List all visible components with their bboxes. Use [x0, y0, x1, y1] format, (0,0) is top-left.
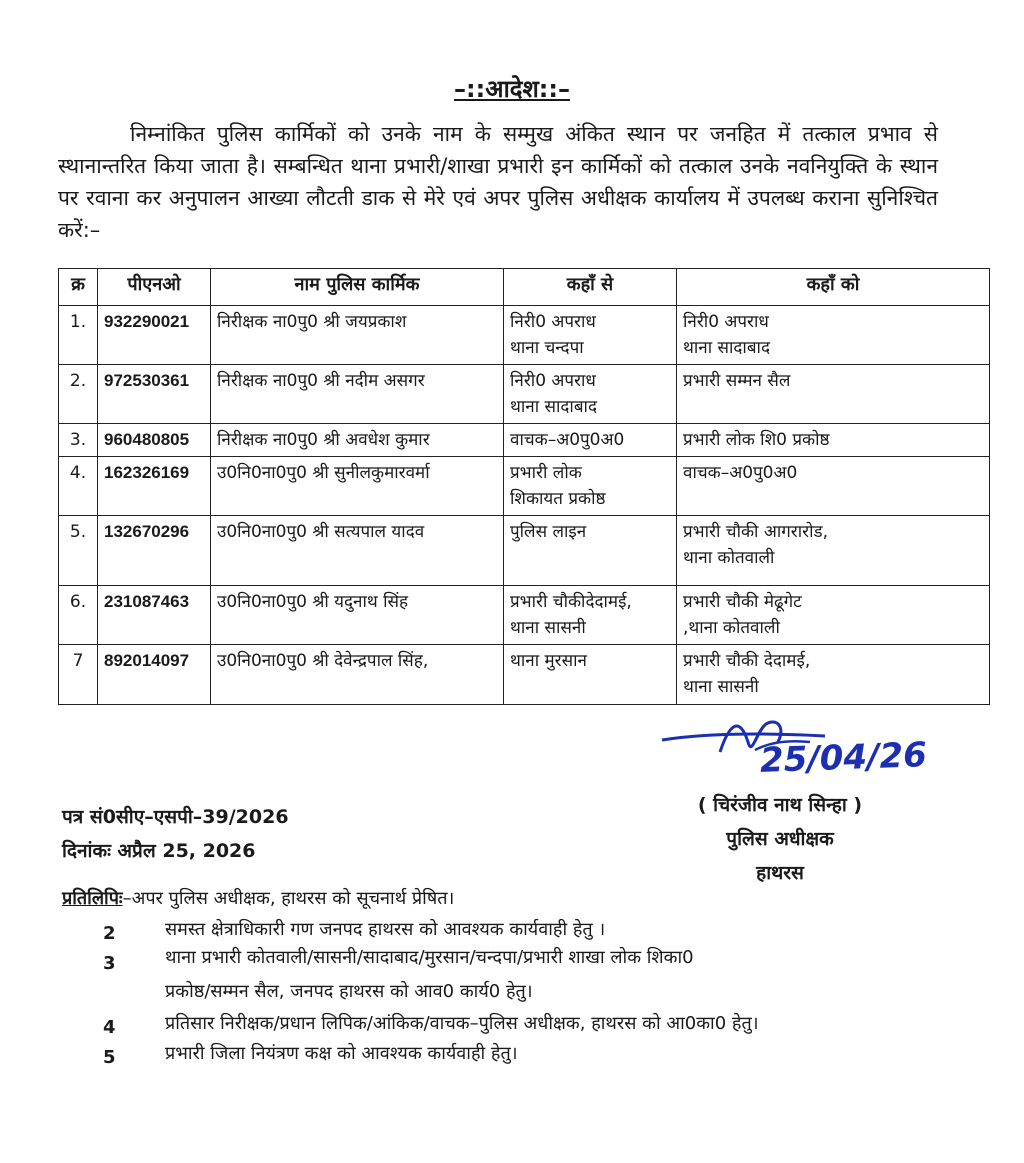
serial-number: 5. [69, 522, 87, 542]
to-line-2: थाना सादाबाद [683, 338, 770, 358]
copy-item [103, 944, 694, 1006]
cell-pno [98, 645, 211, 705]
to-line-2: ,थाना कोतवाली [683, 618, 780, 638]
serial-number: 3. [69, 430, 87, 450]
header-name: नाम पुलिस कार्मिक [211, 269, 504, 306]
cell-to [677, 645, 990, 705]
from-line-1: वाचक–अ0पु0अ0 [510, 430, 625, 450]
cell-serial [59, 516, 98, 586]
copy-item [103, 1010, 759, 1038]
pno-value: 132670296 [104, 522, 190, 541]
cell-from [504, 365, 677, 424]
letter-number: पत्र सं0सीए–एसपी–39/2026 [62, 806, 289, 828]
table-row [59, 645, 990, 705]
copy-to-first: –अपर पुलिस अधीक्षक, हाथरस को सूचनार्थ प्रेषित। [122, 888, 455, 909]
cell-serial [59, 645, 98, 705]
cell-pno [98, 586, 211, 645]
cell-pno [98, 424, 211, 457]
cell-from [504, 424, 677, 457]
serial-number: 1. [69, 312, 87, 332]
from-line-1: प्रभारी चौकीदेदामई, [510, 592, 632, 612]
cell-name [211, 424, 504, 457]
copy-item [103, 1040, 518, 1068]
to-line-1: प्रभारी चौकी मेढूगेट [683, 592, 802, 612]
signer-designation: पुलिस अधीक्षक [726, 828, 834, 850]
pno-value: 892014097 [104, 651, 190, 670]
cell-name [211, 457, 504, 516]
cell-name [211, 365, 504, 424]
from-line-2: थाना चन्दपा [510, 338, 584, 358]
header-to: कहाँ को [677, 269, 990, 306]
personnel-name: निरीक्षक ना0पु0 श्री नदीम असगर [217, 371, 425, 391]
copy-to-label: प्रतिलिपिः [62, 888, 123, 909]
cell-to [677, 457, 990, 516]
personnel-name: उ0नि0ना0पु0 श्री सुनीलकुमारवर्मा [217, 463, 430, 483]
from-line-2: थाना सासनी [510, 618, 586, 638]
copy-item-number: 3 [103, 953, 116, 974]
from-line-1: थाना मुरसान [510, 651, 587, 671]
header-pno: पीएनओ [98, 269, 211, 306]
copy-item-text-continued: प्रकोष्ठ/सम्मन सैल, जनपद हाथरस को आव0 कार्य0 हेतु। [165, 981, 533, 1002]
cell-to [677, 516, 990, 586]
copy-item-text: प्रभारी जिला नियंत्रण कक्ष को आवश्यक कार्यवाही हेतु। [165, 1043, 518, 1064]
copy-item-number: 5 [103, 1047, 116, 1068]
table-row [59, 516, 990, 586]
signature-date: 25/04/26 [759, 735, 928, 781]
pno-value: 162326169 [104, 463, 190, 482]
cell-name [211, 645, 504, 705]
table-row [59, 586, 990, 645]
cell-to [677, 306, 990, 365]
to-line-1: वाचक–अ0पु0अ0 [683, 463, 798, 483]
cell-to [677, 365, 990, 424]
from-line-1: पुलिस लाइन [510, 522, 587, 542]
personnel-name: उ0नि0ना0पु0 श्री सत्यपाल यादव [217, 522, 425, 542]
table-body [59, 306, 990, 705]
from-line-1: निरी0 अपराध [510, 371, 596, 391]
cell-from [504, 457, 677, 516]
to-line-1: प्रभारी चौकी आगरारोड, [683, 522, 829, 542]
copy-item-text: समस्त क्षेत्राधिकारी गण जनपद हाथरस को आवश्यक कार्यवाही हेतु । [165, 919, 606, 940]
from-line-2: थाना सादाबाद [510, 397, 597, 417]
table-row [59, 365, 990, 424]
copy-to-heading [62, 885, 454, 913]
cell-name [211, 516, 504, 586]
personnel-name: उ0नि0ना0पु0 श्री यदुनाथ सिंह [217, 592, 409, 612]
letter-reference [62, 800, 289, 868]
serial-number: 4. [69, 463, 87, 483]
to-line-1: प्रभारी सम्मन सैल [683, 371, 791, 391]
copy-item-text: थाना प्रभारी कोतवाली/सासनी/सादाबाद/मुरसान/चन्दपा/प्रभारी शाखा लोक शिका0 [165, 947, 694, 968]
serial-number: 2. [69, 371, 87, 391]
letter-date: दिनांकः अप्रैल 25, 2026 [62, 840, 256, 862]
header-from: कहाँ से [504, 269, 677, 306]
cell-to [677, 424, 990, 457]
copy-item [103, 916, 606, 944]
cell-name [211, 306, 504, 365]
cell-serial [59, 586, 98, 645]
cell-from [504, 645, 677, 705]
pno-value: 231087463 [104, 592, 190, 611]
cell-to [677, 586, 990, 645]
cell-from [504, 516, 677, 586]
cell-name [211, 586, 504, 645]
cell-serial [59, 457, 98, 516]
cell-pno [98, 457, 211, 516]
from-line-1: निरी0 अपराध [510, 312, 596, 332]
cell-serial [59, 424, 98, 457]
pno-value: 972530361 [104, 371, 190, 390]
order-paragraph: निम्नांकित पुलिस कार्मिकों को उनके नाम के सम्मुख अंकित स्थान पर जनहित में तत्काल प्रभाव से स्थानान्तरित किया जाता है। सम्बन्धित थाना प्रभारी/शाखा प्रभारी इन कार्मिकों को तत्काल उनके नवनियुक्ति के स्थान पर रवाना कर अनुपालन आख्या लौटती डाक से मेरे एवं अपर पुलिस अधीक्षक कार्यालय में उपलब्ध कराना सुनिश्चित करें:– [58, 122, 938, 242]
pno-value: 960480805 [104, 430, 190, 449]
transfer-table [58, 268, 990, 705]
signer-name: ( चिरंजीव नाथ सिन्हा ) [697, 794, 863, 816]
to-line-1: निरी0 अपराध [683, 312, 769, 332]
serial-number: 6. [69, 592, 87, 612]
copy-item-text: प्रतिसार निरीक्षक/प्रधान लिपिक/आंकिक/वाचक–पुलिस अधीक्षक, हाथरस को आ0का0 हेतु। [165, 1013, 759, 1034]
cell-serial [59, 365, 98, 424]
copy-item-number: 2 [103, 923, 116, 944]
from-line-1: प्रभारी लोक [510, 463, 582, 483]
serial-number: 7 [72, 651, 84, 671]
table-row [59, 457, 990, 516]
to-line-2: थाना कोतवाली [683, 548, 775, 568]
to-line-1: प्रभारी लोक शि0 प्रकोष्ठ [683, 430, 830, 450]
to-line-1: प्रभारी चौकी देदामई, [683, 651, 811, 671]
to-line-2: थाना सासनी [683, 677, 759, 697]
personnel-name: निरीक्षक ना0पु0 श्री अवधेश कुमार [217, 430, 430, 450]
table-row [59, 306, 990, 365]
signer-place: हाथरस [756, 862, 804, 884]
table-header-row [59, 269, 990, 306]
cell-pno [98, 365, 211, 424]
personnel-name: निरीक्षक ना0पु0 श्री जयप्रकाश [217, 312, 407, 332]
cell-serial [59, 306, 98, 365]
cell-pno [98, 306, 211, 365]
signer-block [640, 788, 920, 890]
cell-pno [98, 516, 211, 586]
cell-from [504, 306, 677, 365]
table-row [59, 424, 990, 457]
header-serial: क्र [59, 269, 98, 306]
personnel-name: उ0नि0ना0पु0 श्री देवेन्द्रपाल सिंह, [217, 651, 429, 671]
copy-item-number: 4 [103, 1017, 116, 1038]
cell-from [504, 586, 677, 645]
order-title: –::आदेश::– [454, 75, 570, 103]
pno-value: 932290021 [104, 312, 190, 331]
from-line-2: शिकायत प्रकोष्ठ [510, 489, 606, 509]
